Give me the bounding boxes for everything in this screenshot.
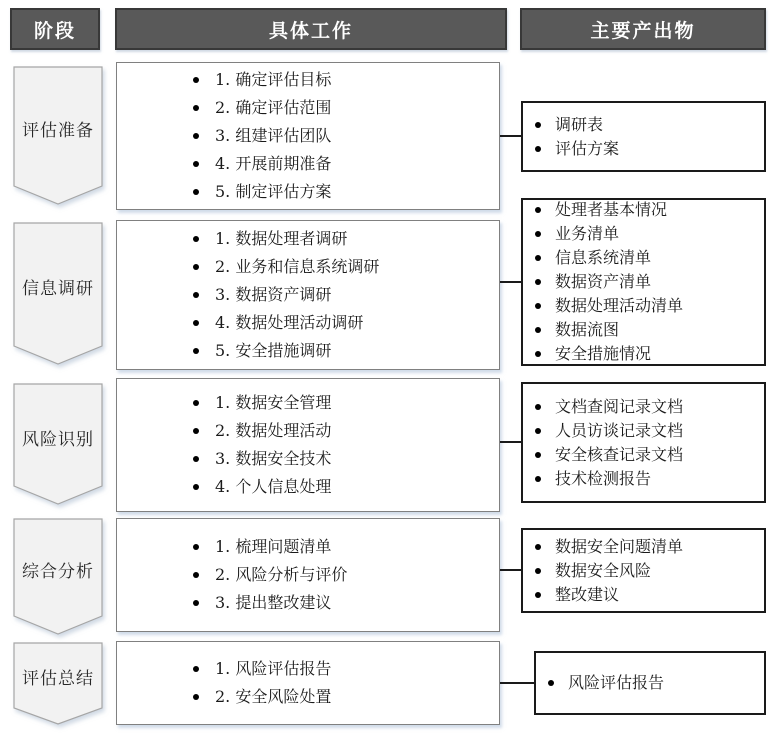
list-item: 文档查阅记录文档 [533, 395, 764, 419]
phase-arrow-4 [13, 518, 103, 635]
output-item-list [523, 198, 764, 366]
list-item: 4. 开展前期准备 [191, 150, 499, 178]
list-item: 2. 业务和信息系统调研 [191, 253, 499, 281]
work-item-list [117, 225, 499, 365]
list-item: 3. 提出整改建议 [191, 589, 499, 617]
list-item: 1. 数据安全管理 [191, 389, 499, 417]
output-box-1 [521, 101, 766, 172]
list-item: 4. 数据处理活动调研 [191, 309, 499, 337]
output-item-list [523, 395, 764, 491]
output-item-list [536, 671, 764, 695]
list-item: 2. 风险分析与评价 [191, 561, 499, 589]
phase-label: 信息调研 [22, 279, 94, 299]
list-item: 风险评估报告 [546, 671, 764, 695]
list-item: 整改建议 [533, 583, 764, 607]
list-item: 5. 制定评估方案 [191, 178, 499, 206]
phase-label: 综合分析 [22, 562, 94, 582]
work-column-header: 具体工作 [115, 8, 507, 50]
phase-arrow-1 [13, 66, 103, 205]
output-item-list [523, 535, 764, 607]
output-box-5 [534, 651, 766, 715]
output-box-4 [521, 528, 766, 613]
phase-column-header: 阶段 [10, 8, 100, 50]
work-box-2 [116, 220, 500, 370]
list-item: 1. 数据处理者调研 [191, 225, 499, 253]
list-item: 处理者基本情况 [533, 198, 764, 222]
work-box-1 [116, 62, 500, 210]
phase-arrow-5 [13, 642, 103, 725]
connector-line-1 [500, 135, 521, 137]
list-item: 安全措施情况 [533, 342, 764, 366]
list-item: 2. 安全风险处置 [191, 683, 499, 711]
work-box-5 [116, 641, 500, 725]
list-item: 3. 数据资产调研 [191, 281, 499, 309]
list-item: 评估方案 [533, 137, 764, 161]
work-item-list [117, 655, 499, 711]
list-item: 信息系统清单 [533, 246, 764, 270]
output-column-header: 主要产出物 [520, 8, 766, 50]
list-item: 数据处理活动清单 [533, 294, 764, 318]
list-item: 1. 风险评估报告 [191, 655, 499, 683]
work-item-list [117, 389, 499, 501]
phase-label: 评估准备 [22, 121, 94, 141]
output-box-3 [521, 382, 766, 503]
connector-line-5 [500, 682, 534, 684]
list-item: 2. 数据处理活动 [191, 417, 499, 445]
phase-arrow-2 [13, 222, 103, 365]
output-box-2 [521, 198, 766, 366]
list-item: 人员访谈记录文档 [533, 419, 764, 443]
list-item: 4. 个人信息处理 [191, 473, 499, 501]
work-item-list [117, 533, 499, 617]
work-item-list [117, 66, 499, 206]
list-item: 3. 数据安全技术 [191, 445, 499, 473]
phase-arrow-3 [13, 383, 103, 505]
list-item: 2. 确定评估范围 [191, 94, 499, 122]
list-item: 1. 梳理问题清单 [191, 533, 499, 561]
connector-line-3 [500, 441, 521, 443]
list-item: 数据安全问题清单 [533, 535, 764, 559]
list-item: 调研表 [533, 113, 764, 137]
output-item-list [523, 113, 764, 161]
work-box-4 [116, 518, 500, 632]
phase-label: 评估总结 [22, 669, 94, 689]
list-item: 数据安全风险 [533, 559, 764, 583]
list-item: 数据流图 [533, 318, 764, 342]
connector-line-4 [500, 569, 521, 571]
list-item: 5. 安全措施调研 [191, 337, 499, 365]
connector-line-2 [500, 281, 521, 283]
list-item: 业务清单 [533, 222, 764, 246]
list-item: 数据资产清单 [533, 270, 764, 294]
list-item: 安全核查记录文档 [533, 443, 764, 467]
work-box-3 [116, 378, 500, 512]
list-item: 1. 确定评估目标 [191, 66, 499, 94]
list-item: 3. 组建评估团队 [191, 122, 499, 150]
phase-label: 风险识别 [22, 429, 94, 450]
list-item: 技术检测报告 [533, 467, 764, 491]
